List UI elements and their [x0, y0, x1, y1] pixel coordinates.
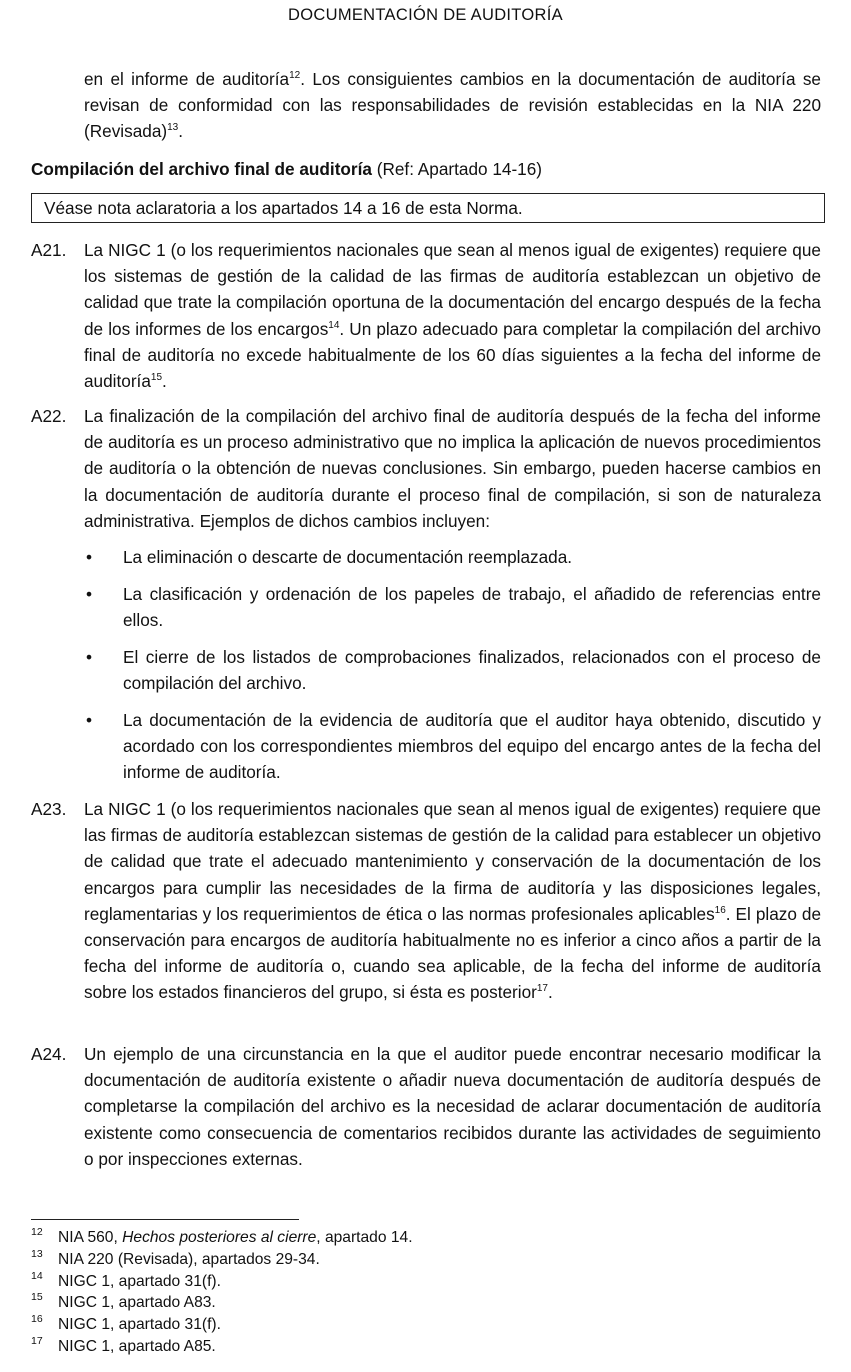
intro-text-2: . Los consiguientes cambios en la documentación de auditoría se revisan de conformidad con las responsabilidades de revisión establecidas en la NIA 220 (Revisada): [84, 69, 821, 142]
list-item: [84, 707, 821, 786]
footnote-ref-14[interactable]: 14: [328, 319, 340, 331]
paragraph-a23: [31, 796, 821, 1006]
a21-text-3: .: [162, 371, 167, 392]
footnote-13: [31, 1249, 821, 1271]
list-item: [84, 544, 821, 570]
a23-text-1: La NIGC 1 (o los requerimientos nacionales que sean al menos igual de exigentes) requiere que las firmas de auditoría establezcan sistemas de gestión de la calidad para establecer un objetivo de calidad que trate el adecuado mantenimiento y conservación de la documentación de los encargos para cumplir las necesidades de la firma de auditoría y las disposiciones legales, reglamentarias y los requerimientos de ética o las normas profesionales aplicables: [84, 799, 821, 924]
page-header: DOCUMENTACIÓN DE AUDITORÍA: [288, 6, 563, 24]
a21-text-2: . Un plazo adecuado para completar la compilación del archivo final de auditoría no excede habitualmente de los 60 días siguientes a la fecha del informe de auditoría: [84, 318, 821, 392]
footnotes-section: [31, 1227, 821, 1358]
section-heading: [31, 156, 821, 182]
bullet-icon: •: [86, 647, 93, 667]
bullet-icon: •: [86, 584, 93, 604]
footnote-text-before: NIA 560,: [58, 1229, 123, 1246]
footnote-text: NIGC 1, apartado A83.: [58, 1294, 216, 1312]
footnote-number: 14: [31, 1269, 43, 1282]
paragraph-number: A24.: [31, 1044, 67, 1064]
a23-text-3: .: [547, 982, 553, 1003]
list-item-text: El cierre de los listados de comprobaciones finalizados, relacionados con el proceso de compilación del archivo.: [123, 647, 821, 694]
list-item-text: La eliminación o descarte de documentación reemplazada.: [123, 547, 573, 567]
footnote-text: NIA 220 (Revisada), apartados 29-34.: [58, 1250, 320, 1268]
a23-text-2: . El plazo de conservación para encargos de auditoría habitualmente no es inferior a cinco años a partir de la fecha del informe de auditoría o, cuando sea aplicable, de la fecha del informe de auditoría sobre los estados financieros del grupo, si ésta es posterior: [84, 903, 821, 1003]
footnote-ref-17[interactable]: 17: [536, 983, 548, 995]
footnote-ref-15[interactable]: 15: [150, 372, 163, 384]
footnote-text: NIGC 1, apartado 31(f).: [58, 1316, 221, 1334]
footnote-text: NIGC 1, apartado 31(f).: [58, 1272, 221, 1290]
footnote-text-after: , apartado 14.: [316, 1229, 413, 1246]
footnote-15: [31, 1292, 821, 1314]
footnote-title-italic: Hechos posteriores al cierre: [122, 1229, 317, 1246]
explanatory-note-box: Véase nota aclaratoria a los apartados 14 a 16 de esta Norma.: [31, 193, 825, 223]
intro-text-3: .: [178, 121, 184, 142]
footnote-ref-16[interactable]: 16: [714, 904, 726, 916]
paragraph-a21: [31, 237, 821, 394]
section-reference: (Ref: Apartado 14-16): [371, 159, 543, 179]
a21-text-1: La NIGC 1 (o los requerimientos nacionales que sean al menos igual de exigentes) requiere que los sistemas de gestión de la calidad de las firmas de auditoría establezcan un objetivo de calidad que trate la compilación oportuna de la documentación del encargo después de la fecha de los informes de los encargos: [84, 240, 821, 339]
paragraph-text: Un ejemplo de una circunstancia en la que el auditor puede encontrar necesario modificar la documentación de auditoría existente o añadir nueva documentación de auditoría después de completarse la compilación del archivo es la necesidad de aclarar documentación de auditoría existente como consecuencia de comentarios recibidos durante las actividades de seguimiento o por inspecciones externas.: [84, 1044, 821, 1169]
list-item: [84, 581, 821, 633]
paragraph-a24: [31, 1041, 821, 1172]
footnote-ref-12[interactable]: 12: [289, 70, 301, 81]
paragraph-text: La finalización de la compilación del archivo final de auditoría después de la fecha del informe de auditoría es un proceso administrativo que no implica la aplicación de nuevos procedimientos de auditoría o la obtención de nuevas conclusiones. Sin embargo, pueden hacerse cambios en la documentación de auditoría durante el proceso final de compilación, si son de naturaleza administrativa. Ejemplos de dichos cambios incluyen:: [84, 406, 821, 531]
footnote-number: 16: [31, 1313, 43, 1326]
list-item-text: La clasificación y ordenación de los papeles de trabajo, el añadido de referencias entre ellos.: [123, 584, 821, 631]
intro-text-1: en el informe de auditoría: [84, 69, 290, 89]
section-title: Compilación del archivo final de auditoría: [31, 159, 372, 179]
footnote-16: [31, 1314, 821, 1336]
list-item-text: La documentación de la evidencia de auditoría que el auditor haya obtenido, discutido y acordado con los correspondientes miembros del equipo del encargo antes de la fecha del informe de auditoría.: [123, 710, 821, 783]
footnote-number: 17: [31, 1334, 43, 1347]
paragraph-a22: [31, 403, 821, 534]
footnote-number: 15: [31, 1291, 43, 1304]
footnote-ref-13[interactable]: 13: [167, 122, 179, 134]
footnote-divider: [31, 1219, 299, 1220]
footnote-14: [31, 1271, 821, 1293]
footnote-number: 13: [31, 1247, 43, 1260]
footnote-number: 12: [31, 1226, 43, 1238]
footnote-text: NIGC 1, apartado A85.: [58, 1337, 216, 1355]
paragraph-number: A21.: [31, 240, 67, 260]
paragraph-text: [84, 796, 821, 1006]
paragraph-number: A23.: [31, 799, 67, 819]
list-item: [84, 644, 821, 696]
footnote-12: [31, 1227, 821, 1249]
footnote-text: [58, 1227, 413, 1249]
paragraph-text: [84, 237, 821, 394]
intro-paragraph: [84, 66, 821, 145]
bullet-icon: •: [86, 710, 93, 730]
paragraph-number: A22.: [31, 406, 67, 426]
bullet-icon: •: [86, 547, 93, 567]
footnote-17: [31, 1336, 821, 1358]
